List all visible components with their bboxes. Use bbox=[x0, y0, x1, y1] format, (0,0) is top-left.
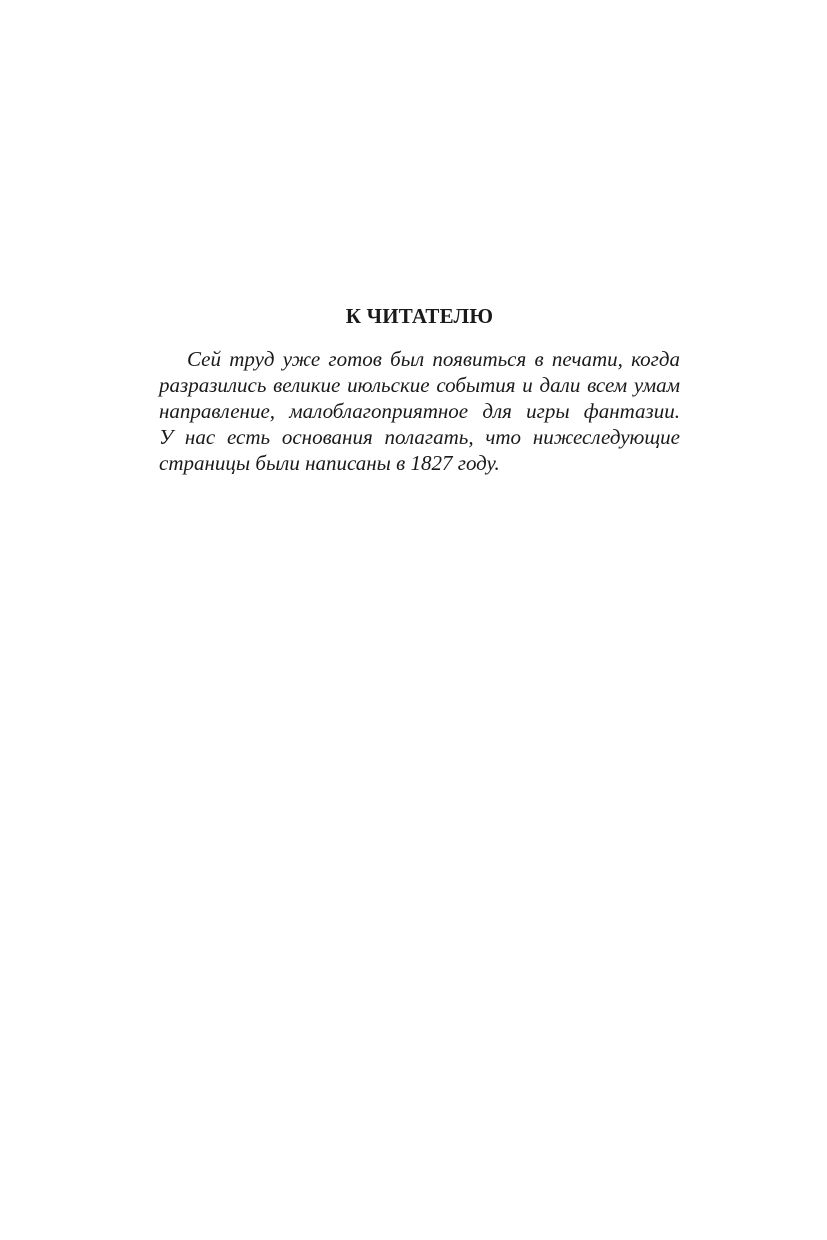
text-block bbox=[159, 300, 680, 476]
paragraph-line: Сей труд уже готов был появиться в печати, когда bbox=[187, 347, 680, 371]
paragraph-line: разразились великие июльские события и дали всем умам bbox=[159, 373, 680, 397]
paragraph-line: У нас есть основания полагать, что нижеследующие bbox=[159, 425, 680, 449]
paragraph-line: направление, малоблагоприятное для игры фантазии. bbox=[159, 399, 680, 423]
paragraph-line: страницы были написаны в 1827 году. bbox=[159, 451, 500, 475]
page-title: К ЧИТАТЕЛЮ bbox=[345, 304, 494, 328]
preface-paragraph bbox=[159, 346, 680, 476]
